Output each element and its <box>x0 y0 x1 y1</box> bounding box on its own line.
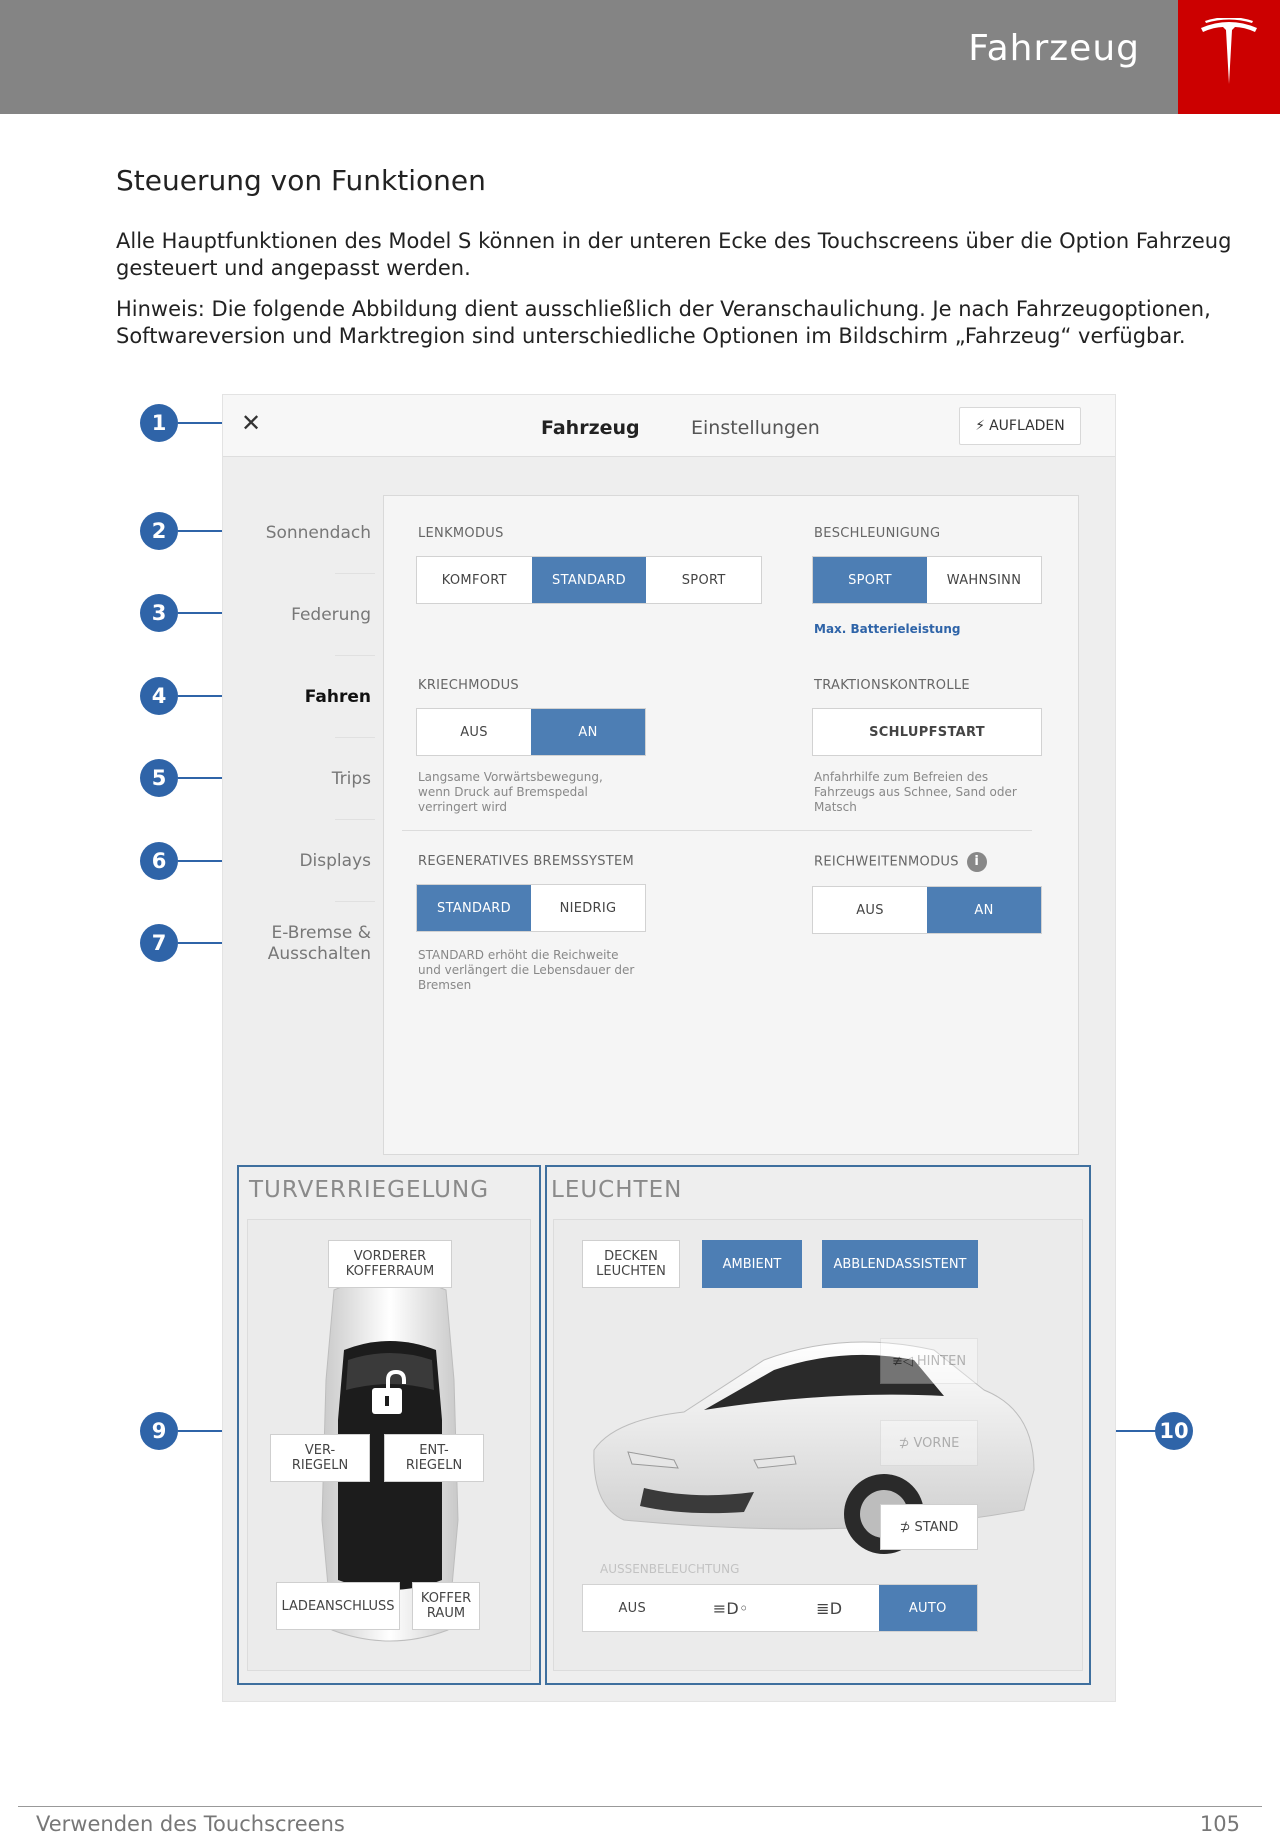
door-locks-panel <box>237 1165 541 1685</box>
steering-standard-button[interactable]: STANDARD <box>532 557 647 603</box>
sidebar-divider <box>335 573 375 574</box>
door-locks-title: TURVERRIEGELUNG <box>249 1177 490 1203</box>
auto-high-beam-button[interactable]: ABBLENDASSISTENT <box>822 1240 978 1288</box>
exterior-lights-label: AUSSENBELEUCHTUNG <box>600 1562 740 1576</box>
door-locks-card <box>247 1219 531 1671</box>
regen-standard-button[interactable]: STANDARD <box>417 885 531 931</box>
callout-4: 4 <box>140 677 178 715</box>
callout-6: 6 <box>140 842 178 880</box>
acceleration-wahnsinn-button[interactable]: WAHNSINN <box>946 572 1022 588</box>
tab-einstellungen[interactable]: Einstellungen <box>691 417 820 439</box>
creep-an-button[interactable]: AN <box>531 709 645 755</box>
creep-mode-selector <box>416 708 646 756</box>
creep-mode-note: Langsame Vorwärtsbewegung, wenn Druck auf Bremspedal verringert wird <box>418 770 603 814</box>
range-mode-label: REICHWEITENMODUS <box>814 854 959 870</box>
callout-7: 7 <box>140 924 178 962</box>
traction-control-label: TRAKTIONSKONTROLLE <box>814 678 970 693</box>
sidebar-item-ebremse[interactable]: E-Bremse & Ausschalten <box>267 923 371 964</box>
callout-9: 9 <box>140 1412 178 1450</box>
range-an-button[interactable]: AN <box>927 887 1041 933</box>
range-mode-label-row <box>814 852 987 872</box>
touchscreen-figure <box>222 394 1116 1702</box>
lights-parking-mode-button[interactable] <box>682 1585 781 1631</box>
info-icon[interactable]: i <box>967 852 987 872</box>
lightning-bolt-icon: ⚡ <box>975 418 986 434</box>
sidebar-item-fahren[interactable]: Fahren <box>304 687 371 707</box>
regen-niedrig-button[interactable]: NIEDRIG <box>559 900 617 916</box>
dome-lights-button[interactable]: DECKEN LEUCHTEN <box>582 1240 680 1288</box>
front-fog-icon: ⊅ <box>898 1435 910 1451</box>
parking-light-icon: ⊅ <box>899 1519 911 1535</box>
panel-divider <box>402 830 1032 831</box>
note-paragraph: Hinweis: Die folgende Abbildung dient ausschließlich der Veranschaulichung. Je nach Fahrzeugoptionen, Softwareversion und Marktregion sind unterschiedliche Optionen im Bildschirm „Fahrzeug“ verfügbar. <box>116 297 1211 348</box>
traction-control-selector <box>812 708 1042 756</box>
sidebar-item-sonnendach[interactable]: Sonnendach <box>265 523 371 543</box>
max-battery-link[interactable]: Max. Batterieleistung <box>814 622 961 636</box>
regen-braking-note: STANDARD erhöht die Reichweite und verlängert die Lebensdauer der Bremsen <box>418 948 635 992</box>
acceleration-selector <box>812 556 1042 604</box>
parking-light-button[interactable]: ⊅ STAND <box>880 1504 978 1550</box>
callout-10: 10 <box>1155 1412 1193 1450</box>
callout-1: 1 <box>140 404 178 442</box>
front-fog-button[interactable]: ⊅ VORNE <box>880 1420 978 1466</box>
footer-rule <box>18 1806 1262 1807</box>
lights-aus-button[interactable]: AUS <box>618 1600 647 1616</box>
lights-auto-button[interactable]: AUTO <box>879 1585 978 1631</box>
charge-port-button[interactable]: LADEANSCHLUSS <box>276 1582 400 1630</box>
lights-panel <box>545 1165 1091 1685</box>
rear-fog-button[interactable]: ≢◁ HINTEN <box>880 1338 978 1384</box>
sidebar-divider <box>335 819 375 820</box>
steering-sport-button[interactable]: SPORT <box>681 572 726 588</box>
tesla-logo-icon <box>1199 18 1259 88</box>
close-icon[interactable]: ✕ <box>241 409 262 437</box>
page-number: 105 <box>1199 1812 1240 1836</box>
unlock-button[interactable]: ENT- RIEGELN <box>384 1434 484 1482</box>
regen-braking-label: REGENERATIVES BREMSSYSTEM <box>418 854 635 869</box>
section-heading: Steuerung von Funktionen <box>116 164 486 197</box>
lock-button[interactable]: VER- RIEGELN <box>270 1434 370 1482</box>
sidebar-divider <box>335 901 375 902</box>
steering-mode-label: LENKMODUS <box>418 526 504 541</box>
rear-fog-icon: ≢◁ <box>891 1353 913 1369</box>
lights-card <box>553 1219 1083 1671</box>
sidebar-item-federung[interactable]: Federung <box>291 605 371 625</box>
steering-mode-selector <box>416 556 762 604</box>
range-aus-button[interactable]: AUS <box>856 902 884 918</box>
sidebar-divider <box>335 737 375 738</box>
touchscreen-topbar <box>223 395 1115 457</box>
tab-fahrzeug[interactable]: Fahrzeug <box>541 417 640 439</box>
unlocked-padlock-icon[interactable] <box>368 1370 412 1416</box>
tesla-logo <box>1178 0 1280 114</box>
creep-aus-button[interactable]: AUS <box>460 724 488 740</box>
regen-braking-selector <box>416 884 646 932</box>
front-trunk-button[interactable]: VORDERER KOFFERRAUM <box>328 1240 452 1288</box>
acceleration-label: BESCHLEUNIGUNG <box>814 526 941 541</box>
traction-control-note: Anfahrhilfe zum Befreien des Fahrzeugs aus Schnee, Sand oder Matsch <box>814 770 1017 814</box>
sidebar-divider <box>335 655 375 656</box>
intro-paragraph: Alle Hauptfunktionen des Model S können in der unteren Ecke des Touchscreens über die Option Fahrzeug gesteuert und angepasst werden. <box>116 229 1232 280</box>
lights-low-beam-button[interactable] <box>780 1585 879 1631</box>
slip-start-button[interactable]: SCHLUPFSTART <box>869 724 985 740</box>
lights-title: LEUCHTEN <box>551 1177 683 1203</box>
creep-mode-label: KRIECHMODUS <box>418 678 519 693</box>
callout-5: 5 <box>140 759 178 797</box>
low-beam-icon: ≣D <box>816 1598 843 1618</box>
rear-trunk-button[interactable]: KOFFER RAUM <box>412 1582 480 1630</box>
range-mode-selector <box>812 886 1042 934</box>
drive-settings-panel <box>383 495 1079 1155</box>
charge-button[interactable]: ⚡ AUFLADEN <box>959 407 1081 445</box>
acceleration-sport-button[interactable]: SPORT <box>813 557 927 603</box>
sidebar-item-displays[interactable]: Displays <box>299 851 371 871</box>
ambient-button[interactable]: AMBIENT <box>702 1240 802 1288</box>
callout-2: 2 <box>140 512 178 550</box>
chapter-title: Fahrzeug <box>968 28 1140 69</box>
parking-light-icon: ≡D◦ <box>712 1598 749 1618</box>
footer-section-name: Verwenden des Touchscreens <box>36 1812 345 1836</box>
headlight-mode-selector <box>582 1584 978 1632</box>
steering-komfort-button[interactable]: KOMFORT <box>441 572 507 588</box>
sidebar-item-trips[interactable]: Trips <box>331 769 371 789</box>
callout-3: 3 <box>140 594 178 632</box>
